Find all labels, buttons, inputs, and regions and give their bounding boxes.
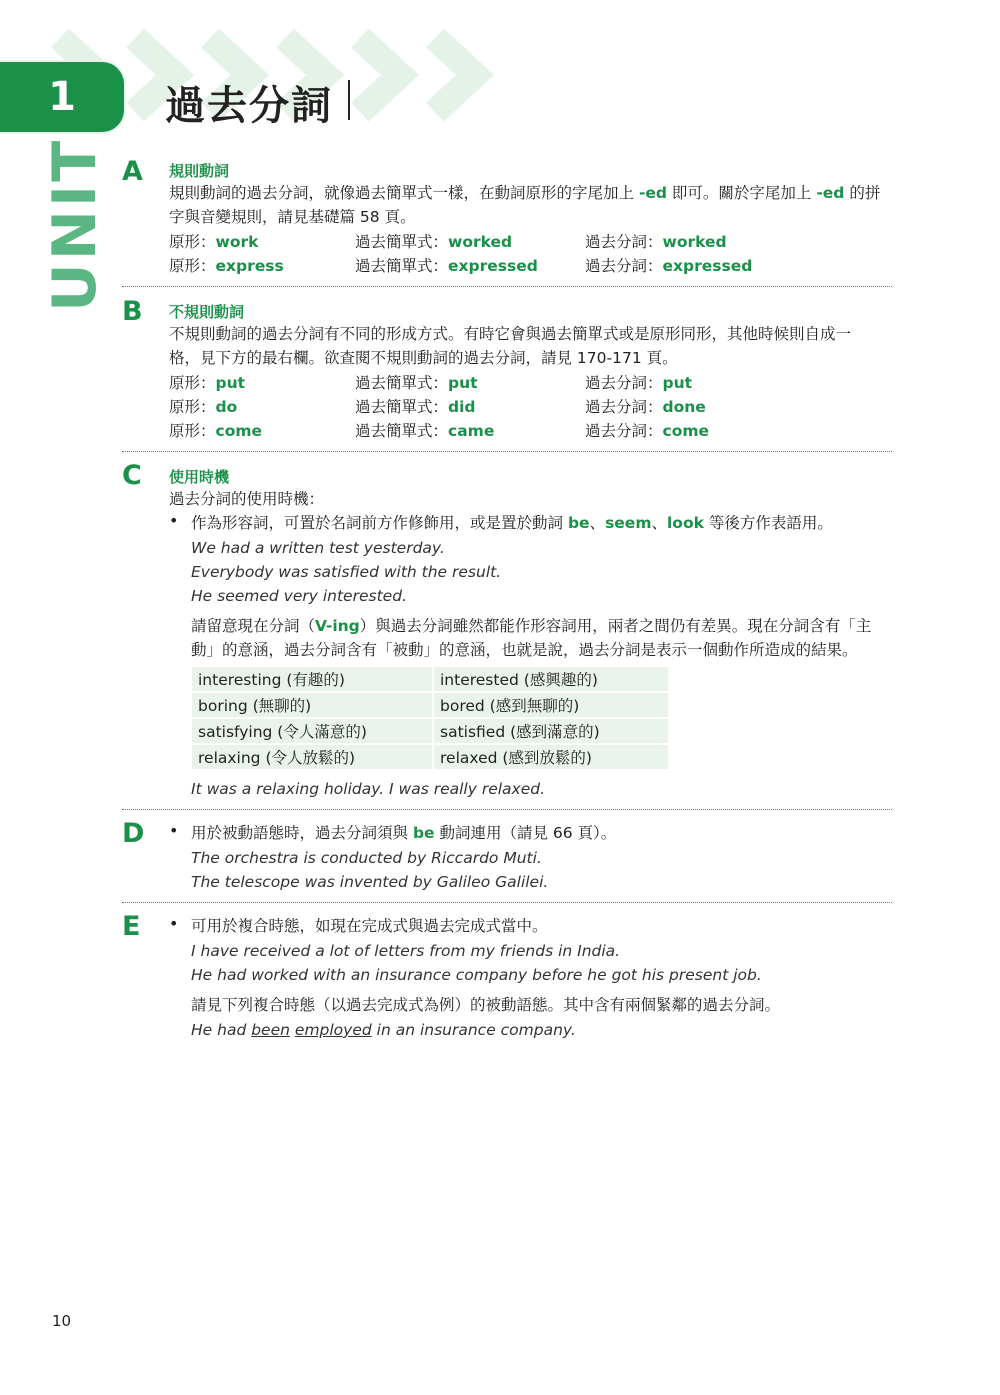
bullet-dot: • (169, 821, 179, 840)
example-sentence: He had been employed in an insurance company. (191, 1021, 576, 1039)
section-c-bullet: 作為形容詞，可置於名詞前方作修飾用，或是置於動詞 be、seem、look 等後方作表語用。 (191, 514, 833, 532)
table-cell: interesting (有趣的) (192, 667, 432, 691)
verb-past-participle: 過去分詞：done (585, 398, 706, 416)
table-cell: bored (感到無聊的) (434, 693, 668, 717)
section-e-note: 請見下列複合時態（以過去完成式為例）的被動語態。其中含有兩個緊鄰的過去分詞。 (191, 996, 781, 1014)
table-cell: interested (感興趣的) (434, 667, 668, 691)
verb-base: 原形：put (169, 374, 246, 392)
adjective-comparison-table (190, 665, 670, 771)
table-cell: relaxing (令人放鬆的) (192, 745, 432, 769)
table-cell: satisfying (令人滿意的) (192, 719, 432, 743)
unit-number-tab (0, 62, 124, 132)
table-row (192, 667, 668, 691)
section-a-heading: 規則動詞 (169, 162, 230, 180)
table-cell: boring (無聊的) (192, 693, 432, 717)
verb-base: 原形：come (169, 422, 263, 440)
table-row (192, 745, 668, 769)
section-b-heading: 不規則動詞 (169, 303, 245, 321)
section-c-note-line2: 動」的意涵，過去分詞含有「被動」的意涵，也就是說，過去分詞是表示一個動作所造成的結果。 (191, 641, 858, 659)
example-sentence: He seemed very interested. (191, 587, 407, 605)
page-title: 過去分詞 (165, 83, 333, 129)
table-row (192, 719, 668, 743)
table-row (192, 693, 668, 717)
table-cell: relaxed (感到放鬆的) (434, 745, 668, 769)
page-number: 10 (52, 1312, 72, 1330)
section-b-paragraph-line2: 格，見下方的最右欄。欲查閱不規則動詞的過去分詞，請見 170-171 頁。 (169, 349, 678, 367)
section-letter-c: C (122, 460, 142, 491)
section-divider (122, 902, 892, 903)
section-a-paragraph-line1: 規則動詞的過去分詞，就像過去簡單式一樣，在動詞原形的字尾加上 -ed 即可。關於字尾加上 -ed 的拼 (169, 184, 881, 202)
example-sentence: We had a written test yesterday. (191, 539, 445, 557)
verb-base: 原形：do (169, 398, 238, 416)
section-divider (122, 286, 892, 287)
section-letter-e: E (122, 911, 141, 942)
section-e-bullet: 可用於複合時態，如現在完成式與過去完成式當中。 (191, 917, 548, 935)
section-letter-b: B (122, 296, 143, 327)
verb-past: 過去簡單式：did (355, 398, 476, 416)
example-sentence: He had worked with an insurance company before he got his present job. (191, 966, 762, 984)
verb-past: 過去簡單式：worked (355, 233, 513, 251)
verb-past: 過去簡單式：put (355, 374, 478, 392)
example-sentence: The orchestra is conducted by Riccardo Muti. (191, 849, 542, 867)
verb-base: 原形：express (169, 257, 284, 275)
table-cell: satisfied (感到滿意的) (434, 719, 668, 743)
verb-past-participle: 過去分詞：expressed (585, 257, 753, 275)
example-sentence: Everybody was satisfied with the result. (191, 563, 502, 581)
unit-vertical-label (40, 137, 110, 318)
section-c-heading: 使用時機 (169, 468, 230, 486)
verb-past-participle: 過去分詞：come (585, 422, 710, 440)
example-sentence: The telescope was invented by Galileo Galilei. (191, 873, 549, 891)
verb-past: 過去簡單式：expressed (355, 257, 538, 275)
section-letter-a: A (122, 156, 143, 187)
unit-label-text: UNIT (40, 137, 110, 312)
bullet-dot: • (169, 511, 179, 530)
section-d-bullet: 用於被動語態時，過去分詞須與 be 動詞連用（請見 66 頁）。 (191, 824, 617, 842)
verb-base: 原形：work (169, 233, 259, 251)
bullet-dot: • (169, 914, 179, 933)
section-a-paragraph-line2: 字與音變規則，請見基礎篇 58 頁。 (169, 208, 416, 226)
title-divider (348, 80, 350, 120)
section-b-paragraph-line1: 不規則動詞的過去分詞有不同的形成方式。有時它會與過去簡單式或是原形同形，其他時候則自成一 (169, 325, 852, 343)
section-c-intro: 過去分詞的使用時機： (169, 490, 325, 508)
example-sentence: I have received a lot of letters from my friends in India. (191, 942, 621, 960)
verb-past: 過去簡單式：came (355, 422, 495, 440)
section-letter-d: D (122, 818, 145, 849)
section-divider (122, 451, 892, 452)
section-c-note-line1: 請留意現在分詞（V-ing）與過去分詞雖然都能作形容詞用，兩者之間仍有差異。現在分詞含有「主 (191, 617, 872, 635)
example-sentence: It was a relaxing holiday. I was really relaxed. (191, 780, 546, 798)
section-divider (122, 809, 892, 810)
verb-past-participle: 過去分詞：worked (585, 233, 727, 251)
unit-number: 1 (48, 74, 76, 120)
verb-past-participle: 過去分詞：put (585, 374, 693, 392)
